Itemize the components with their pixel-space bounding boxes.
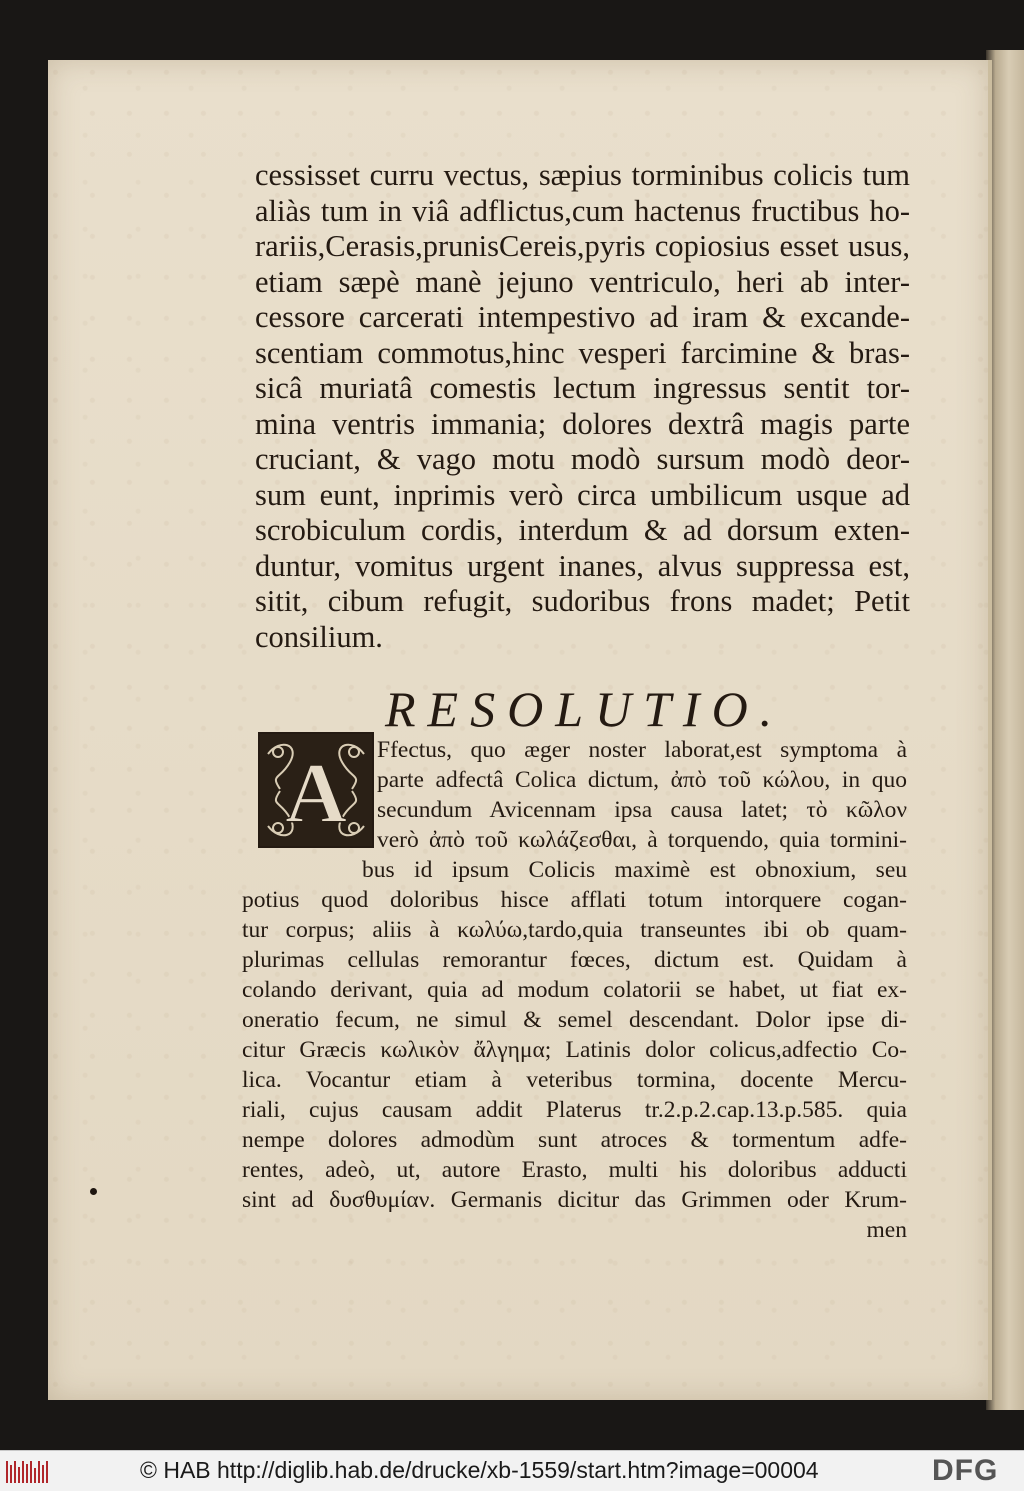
- text-line: verò ἀπὸ τοῦ κωλάζεσθαι, à torquendo, quia tormini-: [377, 827, 907, 853]
- text-line: tur corpus; aliis à κωλύω,tardo,quia transeuntes ibi ob quam-: [242, 917, 907, 943]
- copyright-link[interactable]: © HAB http://diglib.hab.de/drucke/xb-1559/start.htm?image=00004: [140, 1457, 819, 1483]
- dfg-logo: DFG: [932, 1454, 999, 1487]
- text-line: mina ventris immania; dolores dextrâ magis parte: [255, 406, 910, 441]
- text-line: aliàs tum in viâ adflictus,cum hactenus fructibus ho-: [255, 193, 910, 228]
- text-line: Ffectus, quo æger noster laborat,est symptoma à: [377, 737, 907, 763]
- text-line: parte adfectâ Colica dictum, ἀπὸ τοῦ κώλου, in quo: [377, 767, 907, 793]
- text-line: lica. Vocantur etiam à veteribus tormina, docente Mercu-: [242, 1067, 907, 1093]
- text-line: duntur, vomitus urgent inanes, alvus suppressa est,: [255, 548, 910, 583]
- text-line: oneratio fecum, ne simul & semel descendant. Dolor ipse di-: [242, 1007, 907, 1033]
- text-line: scrobiculum cordis, interdum & ad dorsum exten-: [255, 513, 910, 547]
- text-line: bus id ipsum Colicis maximè est obnoxium, seu: [362, 857, 907, 883]
- text-line: nempe dolores admodùm sunt atroces & tormentum adfe-: [242, 1127, 907, 1153]
- text-line: sitit, cibum refugit, sudoribus frons madet; Petit: [255, 584, 910, 618]
- catchword: men: [866, 1217, 907, 1243]
- ink-spot: [90, 1188, 97, 1195]
- text-line: potius quod doloribus hisce afflati totum intorquere cogan-: [242, 887, 907, 913]
- case-text: [255, 158, 910, 655]
- text-line: colando derivant, quia ad modum colatorii se habet, ut fiat ex-: [242, 977, 907, 1003]
- text-line: cruciant, & vago motu modò sursum modò deor-: [255, 442, 910, 476]
- section-heading: RESOLUTIO.: [385, 681, 785, 737]
- text-line: citur Græcis κωλικὸν ἄλγημα; Latinis dolor colicus,adfectio Co-: [242, 1037, 907, 1063]
- resolutio-text: [242, 735, 907, 1245]
- text-line: secundum Avicennam ipsa causa latet; τὸ κῶλον: [377, 797, 907, 823]
- text-line: scentiam commotus,hinc vesperi farcimine & bras-: [255, 335, 910, 370]
- text-line: rariis,Cerasis,prunisCereis,pyris copiosius esset usus,: [255, 229, 910, 263]
- library-logo-icon: [6, 1459, 48, 1485]
- text-line: rentes, adeò, ut, autore Erasto, multi his doloribus adducti: [242, 1157, 907, 1183]
- text-line: cessore carcerati intempestivo ad iram & excande-: [255, 300, 910, 334]
- text-line: sint ad δυσθυμίαν. Germanis dicitur das Grimmen oder Krum-: [242, 1187, 907, 1213]
- text-line: riali, cujus causam addit Platerus tr.2.p.2.cap.13.p.585. quia: [242, 1097, 907, 1123]
- text-line: cessisset curru vectus, sæpius torminibus colicis tum: [255, 158, 910, 192]
- text-line: etiam sæpè manè jejuno ventriculo, heri ab inter-: [255, 264, 910, 299]
- text-line: consilium.: [255, 619, 383, 654]
- text-line: sum eunt, inprimis verò circa umbilicum usque ad: [255, 477, 910, 512]
- text-line: sicâ muriatâ comestis lectum ingressus sentit tor-: [255, 371, 910, 405]
- viewer-footer: [0, 1450, 1024, 1491]
- text-line: plurimas cellulas remorantur fœces, dictum est. Quidam à: [242, 947, 907, 973]
- initial-letter: A: [284, 745, 348, 841]
